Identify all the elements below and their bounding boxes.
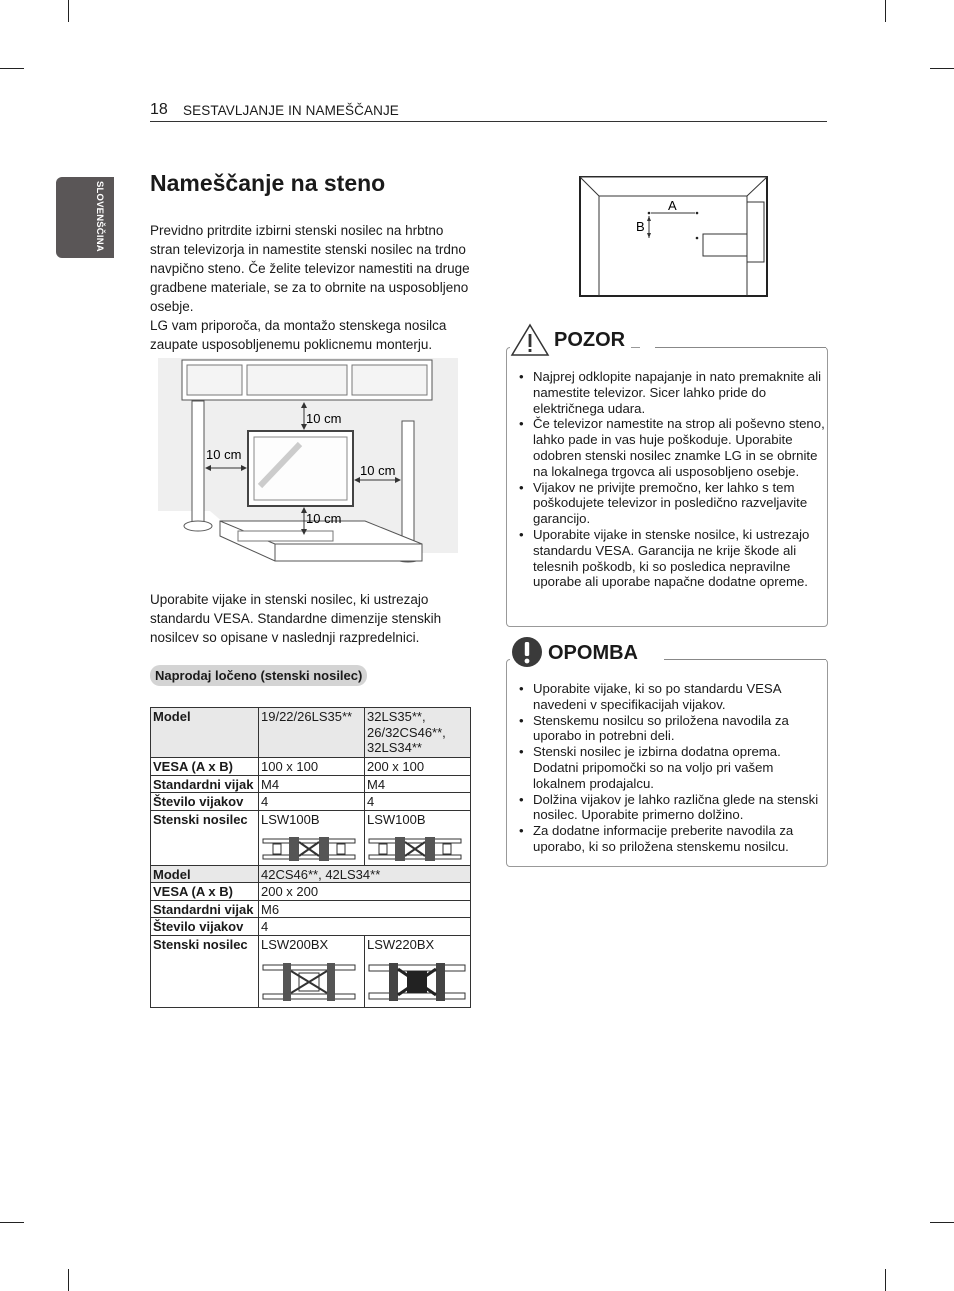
crop-mark <box>68 1269 69 1291</box>
table-cell <box>259 935 365 1007</box>
table-cell: 200 x 100 <box>365 758 471 776</box>
table-cell: M4 <box>259 775 365 793</box>
table-cell <box>365 935 471 1007</box>
note-box <box>506 659 828 867</box>
row-label-count: Število vijakov <box>151 918 259 936</box>
table-cell: 4 <box>365 793 471 811</box>
table-cell: M4 <box>365 775 471 793</box>
exclamation-circle-icon <box>510 636 544 670</box>
header-divider <box>150 121 827 122</box>
caution-title: POZOR <box>554 328 626 351</box>
language-tab <box>56 177 114 258</box>
crop-mark <box>885 1269 886 1291</box>
bracket-lsw100b-image <box>261 834 357 864</box>
row-label-count: Število vijakov <box>151 793 259 811</box>
dimension-b-label: B <box>636 219 645 234</box>
caution-item: • Uporabite vijake in stenske nosilce, ki ustrezajo standardu VESA. Garancija ne krije škode ali telesnih poškodb, ki so posledica nepravilne uporabe ali uporabe napačne dodatne opreme. <box>507 527 827 590</box>
table-cell: 32LS35**, 26/32CS46**, 32LS34** <box>365 708 471 758</box>
row-label-screw: Standardni vijak <box>151 775 259 793</box>
note-heading-rule <box>664 659 826 660</box>
page-number: 18 <box>150 101 168 118</box>
clearance-right-label: 10 cm <box>360 463 396 478</box>
table-row <box>151 935 471 1007</box>
section-title: SESTAVLJANJE IN NAMEŠČANJE <box>183 103 399 118</box>
vesa-paragraph: Uporabite vijake in stenski nosilec, ki ustrezajo standardu VESA. Standardne dimenzije stenskih nosilcev so opisane v naslednji razpredelnici. <box>150 592 442 645</box>
crop-mark <box>930 1222 954 1223</box>
clearance-left-label: 10 cm <box>206 447 242 462</box>
dimension-a-label: A <box>668 198 677 213</box>
caution-heading-rule <box>655 347 826 348</box>
table-cell: 4 <box>259 918 471 936</box>
clearance-bottom-label: 10 cm <box>306 511 342 526</box>
crop-mark <box>68 0 69 22</box>
note-item: • Za dodatne informacije preberite navodila za uporabo, ki so priložena stenskemu nosilcu. <box>507 823 827 855</box>
note-item: • Stenskemu nosilcu so priložena navodila za uporabo in potrebni deli. <box>507 713 827 745</box>
caution-heading <box>510 324 631 356</box>
bracket-lsw200bx-image <box>261 959 357 1005</box>
row-label-bracket: Stenski nosilec <box>151 810 259 865</box>
table-row <box>151 775 471 793</box>
row-label-model: Model <box>151 865 259 883</box>
crop-mark <box>885 0 886 22</box>
row-label-bracket: Stenski nosilec <box>151 935 259 1007</box>
wall-mount-spec-table <box>150 707 471 1008</box>
table-cell: M6 <box>259 900 471 918</box>
note-item: • Uporabite vijake, ki so po standardu VESA navedeni v specifikacijah vijakov. <box>507 681 827 713</box>
table-cell: 100 x 100 <box>259 758 365 776</box>
intro-recommendation: LG vam priporoča, da montažo stenskega nosilca zaupate usposobljenemu poklicnemu monterju. <box>150 318 447 352</box>
tv-back-vesa-diagram <box>579 176 768 297</box>
table-row <box>151 758 471 776</box>
table-cell <box>365 810 471 865</box>
bracket-model: LSW100B <box>367 811 426 827</box>
intro-paragraph: Previdno pritrdite izbirni stenski nosilec na hrbtno stran televizorja in namestite stenski nosilec na trdno navpično steno. Če želite televizor namestiti na druge gradbene materiale, se za to obrnite na usposobljeno osebje. <box>150 223 470 314</box>
table-row <box>151 900 471 918</box>
page-title: Nameščanje na steno <box>150 170 386 196</box>
note-title: OPOMBA <box>548 641 638 664</box>
bracket-model: LSW220BX <box>367 936 435 952</box>
table-row <box>151 810 471 865</box>
clearance-top-label: 10 cm <box>306 411 342 426</box>
table-cell <box>259 810 365 865</box>
table-row <box>151 708 471 758</box>
note-item: • Stenski nosilec je izbirna dodatna oprema. Dodatni pripomočki so na voljo pri vašem lokalnem prodajalcu. <box>507 744 827 791</box>
row-label-vesa: VESA (A x B) <box>151 883 259 901</box>
language-tab-label: SLOVENŠČINA <box>94 181 105 252</box>
note-item: • Dolžina vijakov je lahko različna glede na stenski nosilec. Uporabite primerno dolžino. <box>507 792 827 824</box>
table-cell: 4 <box>259 793 365 811</box>
table-cell: 200 x 200 <box>259 883 471 901</box>
warning-triangle-icon <box>510 323 550 357</box>
caution-item: • Vijakov ne privijte premočno, ker lahko s tem poškodujete televizor in posledično razveljavite garancijo. <box>507 480 827 527</box>
table-row <box>151 883 471 901</box>
crop-mark <box>0 1222 24 1223</box>
sold-separately-label: Naprodaj ločeno (stenski nosilec) <box>150 665 367 686</box>
row-label-vesa: VESA (A x B) <box>151 758 259 776</box>
table-row <box>151 793 471 811</box>
table-row <box>151 918 471 936</box>
bracket-lsw220bx-image <box>367 959 467 1005</box>
crop-mark <box>0 68 24 69</box>
crop-mark <box>930 68 954 69</box>
bracket-lsw100b-image <box>367 834 463 864</box>
note-heading <box>510 637 644 669</box>
bracket-model: LSW100B <box>261 811 320 827</box>
table-cell: 19/22/26LS35** <box>259 708 365 758</box>
caution-item: • Najprej odklopite napajanje in nato premaknite ali namestite televizor. Sicer lahko pride do električnega udara. <box>507 369 827 416</box>
table-row <box>151 865 471 883</box>
wall-mount-clearance-illustration <box>150 356 470 571</box>
table-cell: 42CS46**, 42LS34** <box>259 865 471 883</box>
caution-box <box>506 347 828 627</box>
row-label-model: Model <box>151 708 259 758</box>
caution-item: • Če televizor namestite na strop ali poševno steno, lahko pade in vas huje poškoduje. Uporabite odobren stenski nosilec znamke LG in se obrnite na lokalnega trgovca ali usposobljeno osebje. <box>507 416 827 479</box>
row-label-screw: Standardni vijak <box>151 900 259 918</box>
bracket-model: LSW200BX <box>261 936 329 952</box>
